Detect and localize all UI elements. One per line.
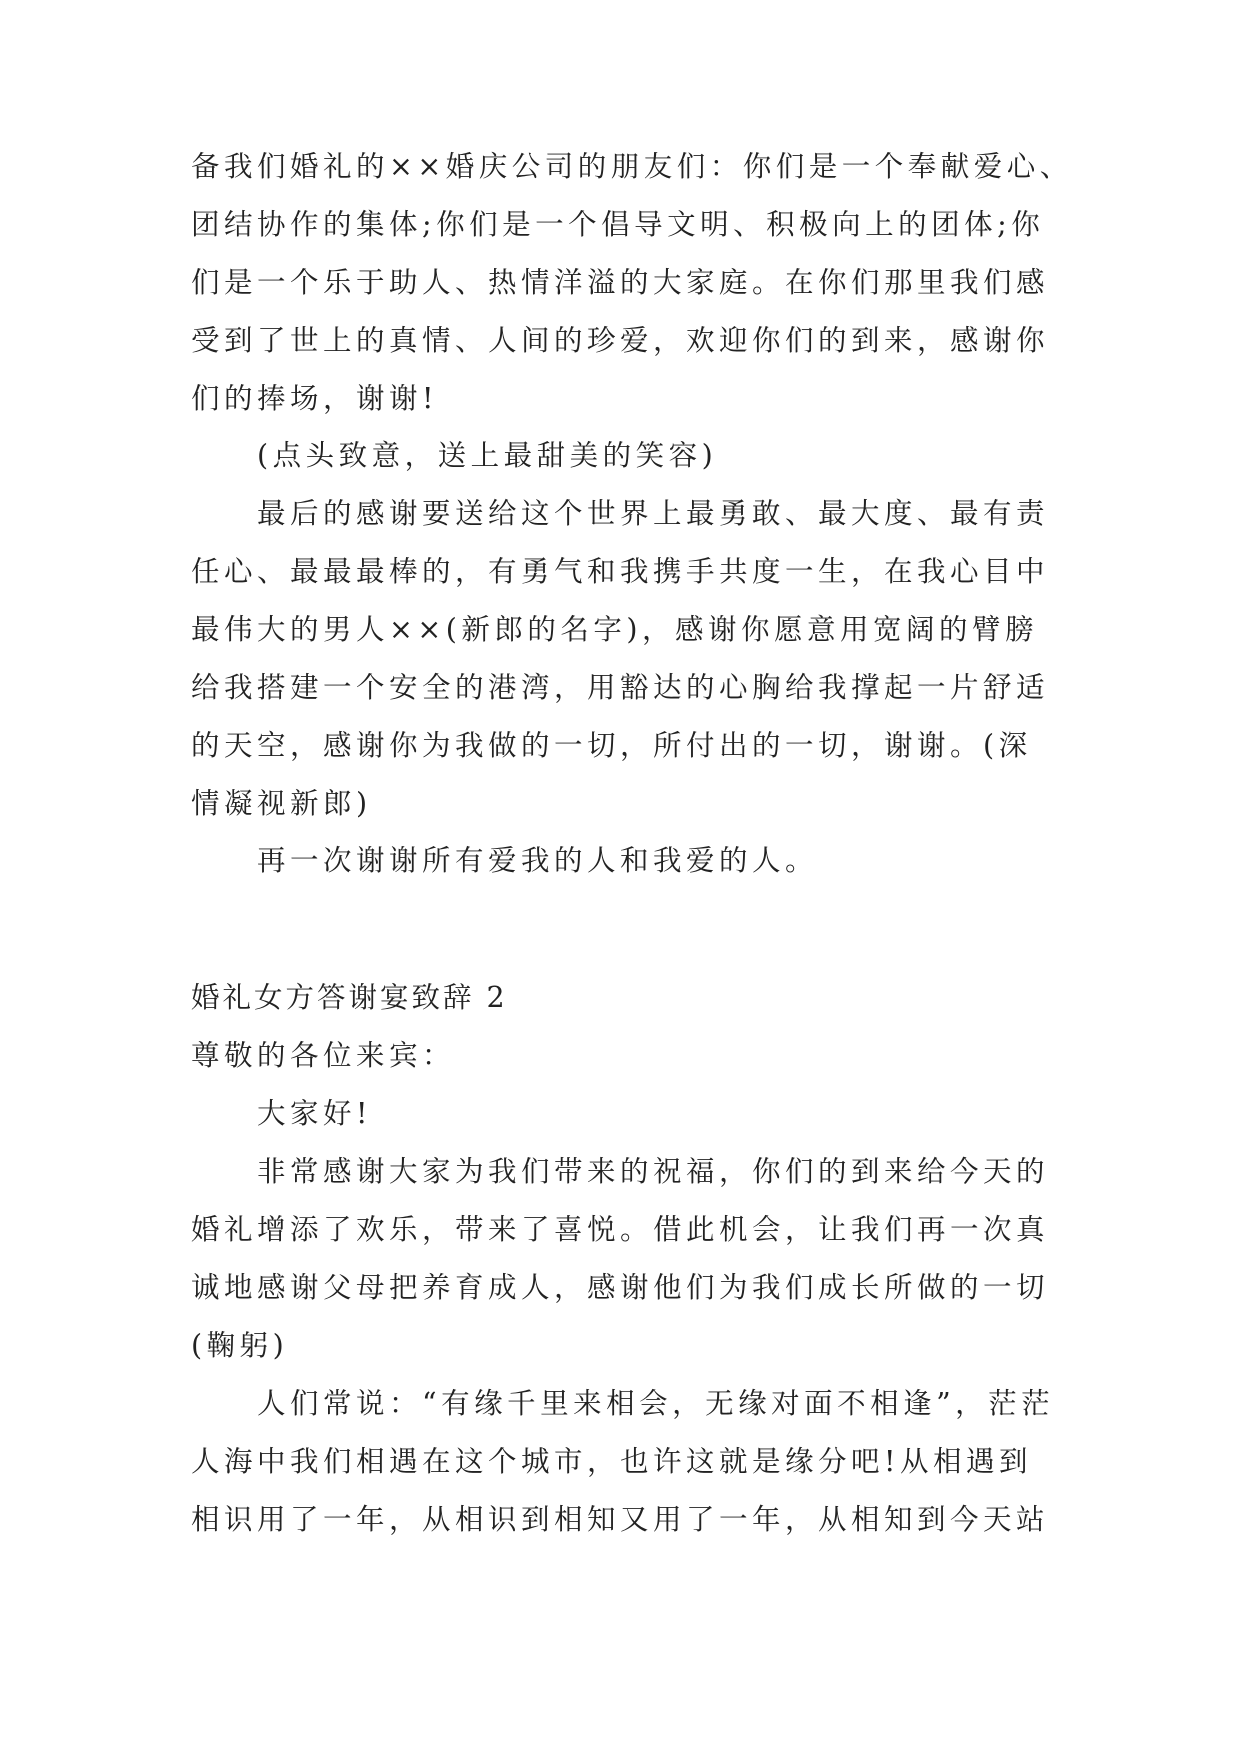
greeting: 大家好! xyxy=(257,1097,372,1130)
paragraph-line: 备我们婚礼的××婚庆公司的朋友们：你们是一个奉献爱心、 xyxy=(191,150,1073,183)
paragraph-line: 们的捧场，谢谢! xyxy=(191,382,438,415)
paragraph-line: 团结协作的集体;你们是一个倡导文明、积极向上的团体;你 xyxy=(191,208,1045,241)
paragraph-line: 婚礼增添了欢乐，带来了喜悦。借此机会，让我们再一次真 xyxy=(191,1213,1050,1246)
paragraph-line: 最后的感谢要送给这个世界上最勇敢、最大度、最有责 xyxy=(257,497,1050,530)
paragraph-line: 再一次谢谢所有爱我的人和我爱的人。 xyxy=(257,844,819,877)
salutation: 尊敬的各位来宾： xyxy=(191,1039,456,1072)
paragraph-line: 诚地感谢父母把养育成人，感谢他们为我们成长所做的一切 xyxy=(191,1271,1050,1304)
paragraph-line: 情凝视新郎) xyxy=(191,787,372,820)
paragraph-line: 的天空，感谢你为我做的一切，所付出的一切，谢谢。(深 xyxy=(191,729,1032,762)
paragraph-line: 非常感谢大家为我们带来的祝福，你们的到来给今天的 xyxy=(257,1155,1050,1188)
paragraph-line: (鞠躬) xyxy=(191,1329,289,1362)
stage-note: (点头致意，送上最甜美的笑容) xyxy=(257,439,718,472)
paragraph-line: 人们常说：“有缘千里来相会，无缘对面不相逢”，茫茫 xyxy=(257,1387,1055,1420)
paragraph-line: 最伟大的男人××(新郎的名字)，感谢你愿意用宽阔的臂膀 xyxy=(191,613,1038,646)
paragraph-line: 任心、最最最棒的，有勇气和我携手共度一生，在我心目中 xyxy=(191,555,1050,588)
paragraph-line: 给我搭建一个安全的港湾，用豁达的心胸给我撑起一片舒适 xyxy=(191,671,1050,704)
paragraph-line: 相识用了一年，从相识到相知又用了一年，从相知到今天站 xyxy=(191,1503,1050,1536)
section-heading: 婚礼女方答谢宴致辞 2 xyxy=(191,981,508,1014)
paragraph-line: 们是一个乐于助人、热情洋溢的大家庭。在你们那里我们感 xyxy=(191,266,1050,299)
paragraph-line: 受到了世上的真情、人间的珍爱，欢迎你们的到来，感谢你 xyxy=(191,324,1050,357)
paragraph-line: 人海中我们相遇在这个城市，也许这就是缘分吧!从相遇到 xyxy=(191,1445,1032,1478)
